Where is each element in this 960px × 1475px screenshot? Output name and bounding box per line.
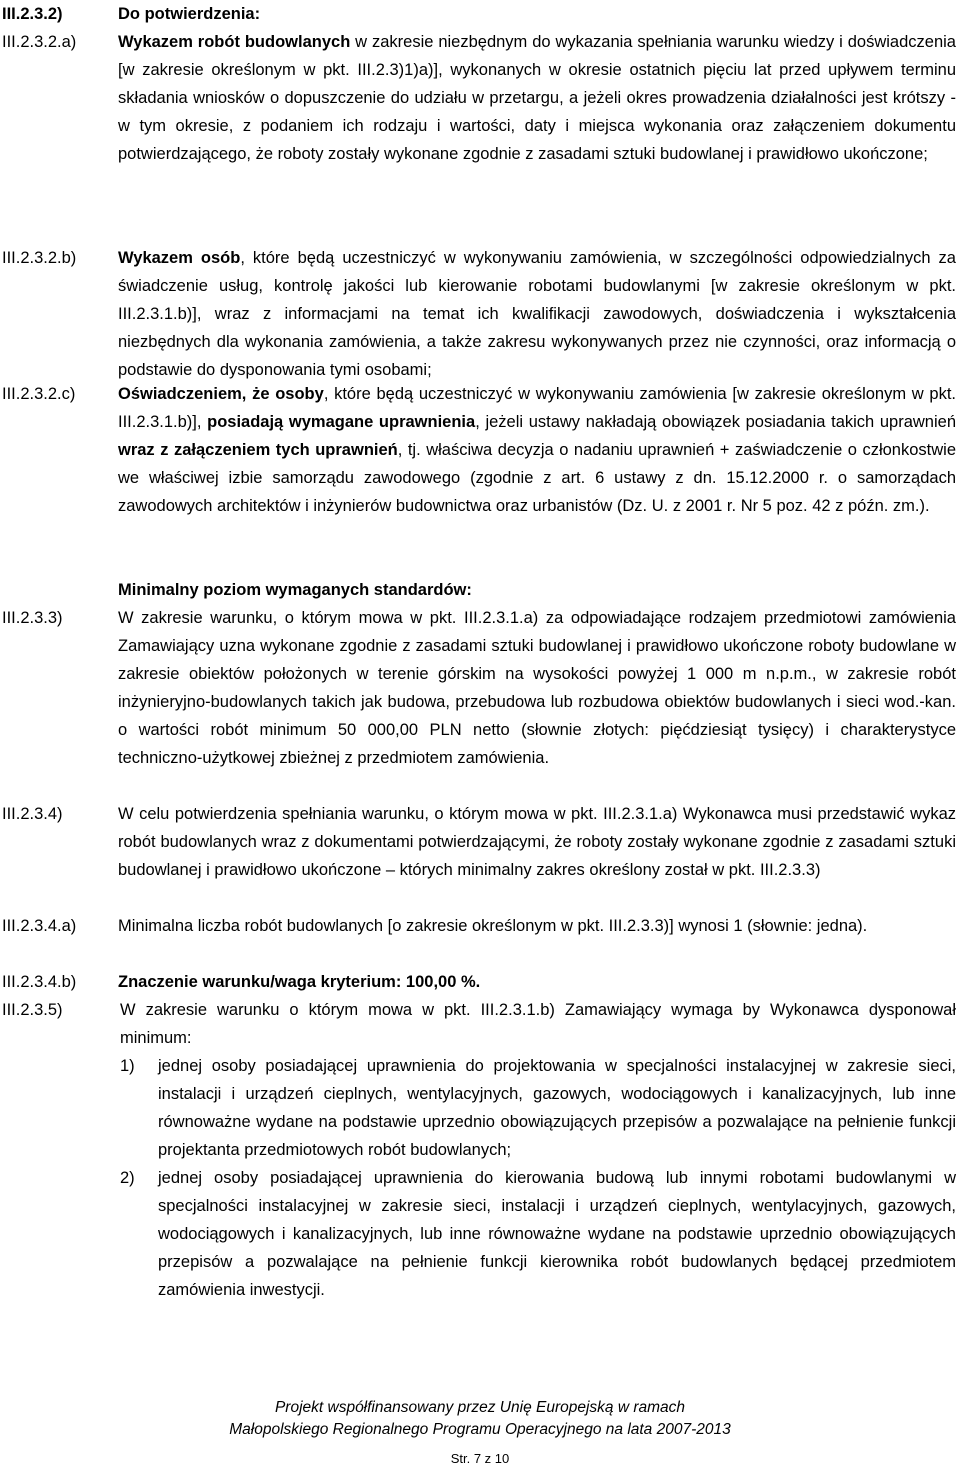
section-number: III.2.3.2.c) xyxy=(2,385,76,403)
section-body xyxy=(118,244,956,384)
footer-line-1: Projekt współfinansowany przez Unię Europejską w ramach xyxy=(274,1399,686,1416)
footer-line-2: Małopolskiego Regionalnego Programu Operacyjnego na lata 2007-2013 xyxy=(229,1421,731,1438)
section-text: , które będą uczestniczyć w wykonywaniu zamówienia, w szczególności odpowiedzialnych za świadczenie usług, kontrolę jakości lub kierowanie robotami budowlanymi [w zakresie określonym w pkt. III.2.3.1.b)], wraz z informacjami na temat ich kwalifikacji zawodowych, doświadczenia i wykształcenia niezbędnych dla wykonania zamówienia, a także zakresu wykonywanych przez nie czynności, oraz informacją o podstawie do dysponowania tymi osobami; xyxy=(118,249,956,379)
page-number: Str. 7 z 10 xyxy=(450,1451,510,1466)
list-marker: 2) xyxy=(120,1169,135,1187)
section-text: , tj. właściwa decyzja o nadaniu uprawnień + zaświadczenie o członkostwie we właściwej izbie samorządu zawodowego (zgodnie z art. 6 ustawy z dn. 15.12.2000 r. o samorządach zawodowych architektów i inżynierów budownictwa oraz urbanistów (Dz. U. z 2001 r. Nr 5 poz. 42 z późn. zm.). xyxy=(118,441,956,515)
section-number: III.2.3.2.a) xyxy=(2,33,77,51)
bold-lead: Wykazem robót budowlanych xyxy=(118,33,351,51)
section-heading: Do potwierdzenia: xyxy=(118,5,261,23)
bold-lead: Oświadczeniem, że osoby xyxy=(118,385,324,403)
section-body xyxy=(120,996,956,1304)
section-number: III.2.3.5) xyxy=(2,1001,63,1019)
bold-phrase: wraz z załączeniem tych uprawnień xyxy=(118,441,398,459)
section-number: III.2.3.2) xyxy=(2,5,63,23)
list-item xyxy=(120,1052,956,1164)
section-body: W zakresie warunku, o którym mowa w pkt. III.2.3.1.a) za odpowiadające rodzajem przedmiotowi zamówienia Zamawiający uzna wykonane zgodnie z zasadami sztuki budowlanej i prawidłowo ukończone roboty budowlane w zakresie obiektów położonych w terenie górskim na wysokości powyżej 1 000 m n.p.m., w zakresie robót inżynieryjno-budowlanych takich jak budowa, przebudowa lub rozbudowa obiektów budowlanych i sieci wod.-kan. o wartości robót minimum 50 000,00 PLN netto (słownie złotych: pięćdziesiąt tysięcy) i charakterystyce techniczno-użytkowej zbieżnej z przedmiotem zamówienia. xyxy=(118,609,956,767)
section-number: III.2.3.2.b) xyxy=(2,249,77,267)
section-body: Znaczenie warunku/waga kryterium: 100,00 %. xyxy=(118,973,481,991)
requirements-list xyxy=(120,1052,956,1304)
section-text: , jeżeli ustawy nakładają obowiązek posiadania takich uprawnień xyxy=(475,413,957,431)
section-body xyxy=(118,380,956,520)
list-item xyxy=(120,1164,956,1304)
bold-lead: Wykazem osób xyxy=(118,249,241,267)
section-body xyxy=(118,28,956,168)
section-text: w zakresie niezbędnym do wykazania spełniania warunku wiedzy i doświadczenia [w zakresie określonym w pkt. III.2.3)1)a)], wykonanych w okresie ostatnich pięciu lat przed upływem terminu składania wniosków o dopuszczenie do udziału w przetargu, a jeżeli okres prowadzenia działalności jest krótszy - w tym okresie, z podaniem ich rodzaju i wartości, daty i miejsca wykonania oraz załączeniem dokumentu potwierdzającego, że roboty zostały wykonane zgodnie z zasadami sztuki budowlanej i prawidłowo ukończone; xyxy=(118,33,956,163)
bold-phrase: posiadają wymagane uprawnienia xyxy=(207,413,476,431)
section-intro: W zakresie warunku o którym mowa w pkt. III.2.3.1.b) Zamawiający wymaga by Wykonawca dysponował minimum: xyxy=(120,1001,956,1047)
page-footer xyxy=(0,1397,960,1441)
list-item-text: jednej osoby posiadającej uprawnienia do kierowania budową lub innymi robotami budowlanymi w specjalności instalacyjnej w zakresie sieci, instalacji i urządzeń cieplnych, wentylacyjnych, gazowych, wodociągowych i kanalizacyjnych, lub inne równoważne wydane na podstawie uprzednio obowiązujących przepisów a pozwalające na pełnienie funkcji kierownika robót budowlanych będącej przedmiotem zamówienia inwestycji. xyxy=(158,1169,956,1299)
list-marker: 1) xyxy=(120,1057,135,1075)
section-number: III.2.3.4.b) xyxy=(2,973,77,991)
section-body: Minimalna liczba robót budowlanych [o zakresie określonym w pkt. III.2.3.3)] wynosi 1 (słownie: jedna). xyxy=(118,917,868,935)
standards-heading: Minimalny poziom wymaganych standardów: xyxy=(118,581,472,599)
list-item-text: jednej osoby posiadającej uprawnienia do projektowania w specjalności instalacyjnej w zakresie sieci, instalacji i urządzeń cieplnych, wentylacyjnych, gazowych, wodociągowych i kanalizacyjnych, lub inne równoważne wydane na podstawie uprzednio obowiązujących przepisów a pozwalające na pełnienie funkcji projektanta przedmiotowych robót budowlanych; xyxy=(158,1057,956,1159)
section-number: III.2.3.4.a) xyxy=(2,917,77,935)
section-body: W celu potwierdzenia spełniania warunku, o którym mowa w pkt. III.2.3.1.a) Wykonawca musi przedstawić wykaz robót budowlanych wraz z dokumentami potwierdzającymi, że roboty zostały wykonane zgodnie z zasadami sztuki budowlanej i prawidłowo ukończone – których minimalny zakres określony został w pkt. III.2.3.3) xyxy=(118,805,956,879)
section-number: III.2.3.4) xyxy=(2,805,63,823)
section-text: , które będą uczestniczyć w wykonywaniu zamówienia [w zakresie określonym w pkt. III.2.3.1.b)], xyxy=(118,385,956,431)
section-number: III.2.3.3) xyxy=(2,609,63,627)
